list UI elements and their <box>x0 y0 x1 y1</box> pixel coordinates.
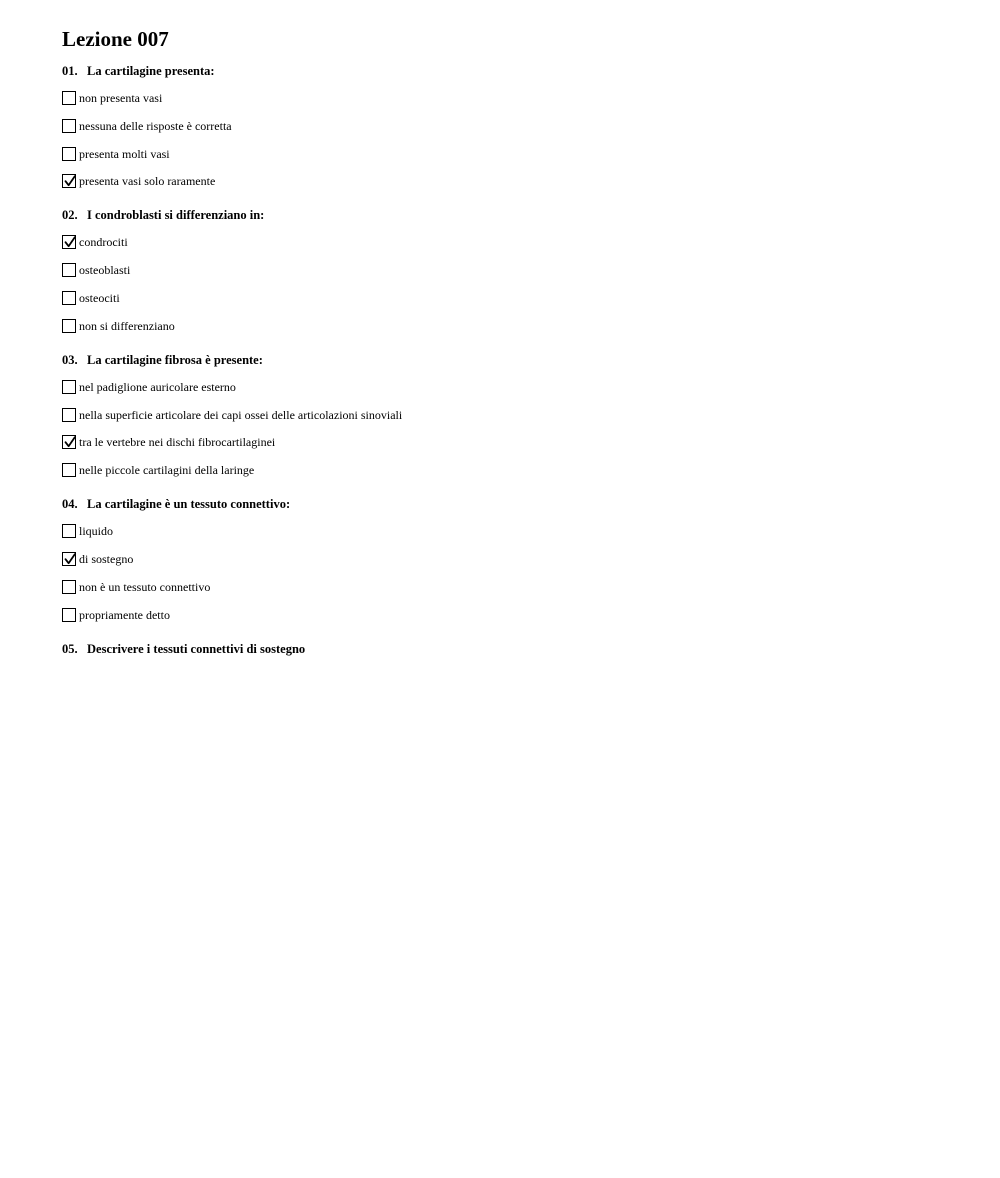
answer-option[interactable] <box>62 461 962 479</box>
answer-option[interactable] <box>62 172 962 190</box>
question-text: La cartilagine fibrosa è presente: <box>87 352 263 367</box>
question-text: La cartilagine è un tessuto connettivo: <box>87 497 291 512</box>
answer-option[interactable] <box>62 233 962 251</box>
answer-option[interactable] <box>62 289 962 307</box>
checkmark-icon <box>64 553 76 565</box>
question-heading <box>62 352 962 368</box>
checkbox[interactable] <box>62 147 76 161</box>
answer-option[interactable] <box>62 433 962 451</box>
question-03 <box>62 352 962 479</box>
checkbox[interactable] <box>62 463 76 477</box>
question-heading <box>62 63 962 79</box>
question-02 <box>62 207 962 334</box>
question-number: 01. <box>62 64 78 78</box>
answer-options <box>62 522 962 623</box>
question-number: 04. <box>62 497 78 512</box>
answer-option[interactable] <box>62 378 962 396</box>
answer-option[interactable] <box>62 522 962 540</box>
answer-label: nelle piccole cartilagini della laringe <box>79 463 255 478</box>
answer-label: osteoblasti <box>79 263 131 278</box>
question-number: 02. <box>62 208 78 223</box>
answer-options <box>62 89 962 190</box>
answer-label: liquido <box>79 524 114 539</box>
checkbox-checked[interactable] <box>62 552 76 566</box>
question-number: 03. <box>62 352 78 367</box>
answer-label: nessuna delle risposte è corretta <box>79 118 232 133</box>
answer-label: di sostegno <box>79 551 134 566</box>
question-text: I condroblasti si differenziano in: <box>87 208 265 223</box>
checkbox[interactable] <box>62 408 76 422</box>
checkmark-icon <box>64 175 76 187</box>
answer-label: non è un tessuto connettivo <box>79 579 211 594</box>
question-heading <box>62 496 962 512</box>
checkbox-checked[interactable] <box>62 435 76 449</box>
question-text: Descrivere i tessuti connettivi di sostegno <box>87 641 306 656</box>
answer-label: tra le vertebre nei dischi fibrocartilaginei <box>79 435 276 450</box>
question-text: La cartilagine presenta: <box>87 64 215 78</box>
question-05 <box>62 641 962 657</box>
answer-option[interactable] <box>62 317 962 335</box>
question-04 <box>62 496 962 623</box>
checkbox-checked[interactable] <box>62 235 76 249</box>
checkbox[interactable] <box>62 524 76 538</box>
answer-option[interactable] <box>62 261 962 279</box>
answer-option[interactable] <box>62 145 962 163</box>
question-number: 05. <box>62 641 78 656</box>
answer-label: nella superficie articolare dei capi ossei delle articolazioni sinoviali <box>79 407 403 422</box>
answer-label: presenta vasi solo raramente <box>79 174 216 189</box>
answer-option[interactable] <box>62 550 962 568</box>
answer-options <box>62 378 962 479</box>
page-title: Lezione 007 <box>62 27 169 51</box>
checkbox[interactable] <box>62 291 76 305</box>
checkbox[interactable] <box>62 608 76 622</box>
checkbox[interactable] <box>62 319 76 333</box>
checkbox[interactable] <box>62 380 76 394</box>
checkmark-icon <box>64 236 76 248</box>
answer-label: propriamente detto <box>79 607 170 622</box>
answer-label: nel padiglione auricolare esterno <box>79 379 236 394</box>
checkbox-checked[interactable] <box>62 174 76 188</box>
checkbox[interactable] <box>62 580 76 594</box>
answer-options <box>62 233 962 334</box>
checkbox[interactable] <box>62 91 76 105</box>
answer-label: presenta molti vasi <box>79 146 170 161</box>
checkmark-icon <box>64 436 76 448</box>
answer-label: non si differenziano <box>79 318 175 333</box>
answer-option[interactable] <box>62 89 962 107</box>
question-heading <box>62 207 962 223</box>
answer-option[interactable] <box>62 406 962 424</box>
quiz-page <box>62 26 962 667</box>
answer-option[interactable] <box>62 606 962 624</box>
answer-option[interactable] <box>62 117 962 135</box>
checkbox[interactable] <box>62 263 76 277</box>
answer-label: non presenta vasi <box>79 91 163 105</box>
answer-label: condrociti <box>79 235 128 250</box>
question-01 <box>62 63 962 190</box>
checkbox[interactable] <box>62 119 76 133</box>
question-heading <box>62 641 962 657</box>
answer-option[interactable] <box>62 578 962 596</box>
answer-label: osteociti <box>79 290 120 305</box>
